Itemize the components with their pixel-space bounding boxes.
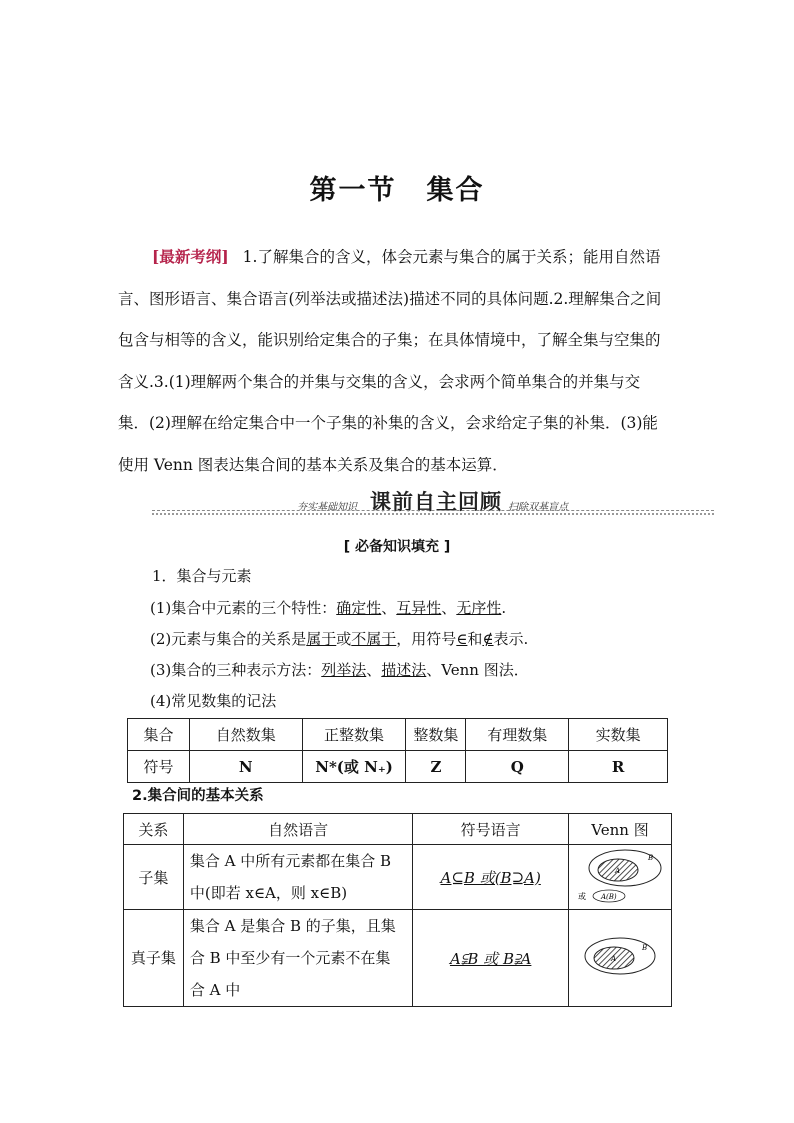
table-cell: Z <box>406 751 466 783</box>
table-cell: 符号 <box>128 751 190 783</box>
answer-roster: 列举法 <box>321 661 367 679</box>
table-cell: N*(或 N₊) <box>302 751 406 783</box>
natural-language-cell <box>183 845 412 910</box>
alternative-label: 或 <box>578 892 586 901</box>
banner-divider <box>152 510 714 511</box>
syllabus-line-6: 使用 Venn 图表达集合间的基本关系及集合的基本运算． <box>118 455 508 474</box>
number-sets-table <box>127 718 668 783</box>
table-row <box>124 910 672 1007</box>
syllabus-line-5: 集．(2)理解在给定集合中一个子集的补集的含义，会求给定子集的补集．(3)能 <box>118 414 658 432</box>
item-1-prefix: (1)集合中元素的三个特性： <box>150 599 337 617</box>
table-cell: N <box>189 751 302 783</box>
separator: 、 <box>381 599 397 617</box>
item-2 <box>150 628 528 649</box>
table-row <box>128 751 668 783</box>
symbol-not-in: ∉ <box>482 630 494 648</box>
item-1 <box>150 597 506 618</box>
banner-main-text: 课前自主回顾 <box>370 490 502 514</box>
banner-right-text: 扫除双基盲点 <box>508 502 568 513</box>
syllabus-line-1 <box>118 236 674 279</box>
table-cell: R <box>569 751 668 783</box>
natural-language-line: 中(即若 x∈A，则 x∈B) <box>189 884 348 902</box>
table-header-row <box>124 814 672 845</box>
relation-name: 子集 <box>124 845 184 910</box>
outer-set-label: B <box>648 854 654 862</box>
natural-language-line: 集合 A 是集合 B 的子集，且集 <box>189 917 396 935</box>
table-cell: 自然语言 <box>183 814 412 845</box>
table-row <box>124 845 672 910</box>
answer-determinacy: 确定性 <box>336 599 382 617</box>
outer-set-label: B <box>642 944 648 952</box>
natural-language-cell <box>183 910 412 1007</box>
syllabus-line-2: 言、图形语言、集合语言(列举法或描述法)描述不同的具体问题.2.理解集合之间 <box>118 289 662 308</box>
table-cell: Q <box>466 751 569 783</box>
answer-description: 描述法 <box>381 661 427 679</box>
table-cell: 实数集 <box>569 719 668 751</box>
subsection-2-title: 2.集合间的基本关系 <box>132 788 264 804</box>
answer-unorderedness: 无序性 <box>456 599 502 617</box>
subset-venn-diagram <box>575 846 665 904</box>
separator: 、 <box>441 599 457 617</box>
symbol-language: A⊆B 或(B⊇A) <box>413 845 569 910</box>
answer-belongs: 属于 <box>306 630 337 648</box>
table-cell: 集合 <box>128 719 190 751</box>
table-header-row <box>128 719 668 751</box>
table-cell: 整数集 <box>406 719 466 751</box>
equal-sets-label: A(B) <box>601 893 617 901</box>
item-2-or: 或 <box>336 630 352 648</box>
syllabus-line-3: 包含与相等的含义，能识别给定集合的子集；在具体情境中，了解全集与空集的 <box>118 331 661 349</box>
title-part-1: 第一节 <box>309 175 397 206</box>
table-cell: 自然数集 <box>189 719 302 751</box>
subsection-1-title: 1．集合与元素 <box>152 567 252 585</box>
inner-set-label: A <box>611 955 617 963</box>
natural-language-line: 合 A 中 <box>189 981 241 999</box>
answer-not-belongs: 不属于 <box>351 630 397 648</box>
banner-divider-dotted <box>152 513 714 515</box>
syllabus-tag: [最新考纲] <box>152 247 229 266</box>
table-cell: 符号语言 <box>413 814 569 845</box>
relation-name: 真子集 <box>124 910 184 1007</box>
symbol-in: ∈ <box>456 630 468 648</box>
banner-left-text: 夯实基础知识 <box>297 502 357 513</box>
set-relations-table <box>123 813 672 1007</box>
page-title <box>0 168 794 207</box>
natural-language-line: 合 B 中至少有一个元素不在集 <box>189 949 391 967</box>
natural-language-line: 集合 A 中所有元素都在集合 B <box>189 852 392 870</box>
section-banner <box>152 484 714 518</box>
symbol-language: A⫋B 或 B⫌A <box>413 910 569 1007</box>
item-2-prefix: (2)元素与集合的关系是 <box>150 630 307 648</box>
venn-diagram-cell <box>569 845 672 910</box>
table-cell: 有理数集 <box>466 719 569 751</box>
item-3-end: 、Venn 图法． <box>426 661 529 679</box>
item-2-end: 表示. <box>493 630 529 648</box>
item-2-symbol-text: ，用符号 <box>396 630 457 648</box>
venn-diagram-cell <box>569 910 672 1007</box>
table-cell: 正整数集 <box>302 719 406 751</box>
separator: 、 <box>366 661 382 679</box>
item-2-and: 和 <box>467 630 483 648</box>
table-cell: Venn 图 <box>569 814 672 845</box>
proper-subset-venn-diagram <box>580 932 660 980</box>
inner-set-label: A <box>615 867 621 875</box>
syllabus-line-4: 含义.3.(1)理解两个集合的并集与交集的含义，会求两个简单集合的并集与交 <box>118 372 641 391</box>
title-part-2: 集合 <box>426 175 485 206</box>
item-4: (4)常见数集的记法 <box>150 692 277 710</box>
section-heading: [ 必备知识填充 ] <box>343 539 451 555</box>
answer-distinctness: 互异性 <box>396 599 442 617</box>
item-3-prefix: (3)集合的三种表示方法： <box>150 661 322 679</box>
syllabus-paragraph <box>118 236 674 486</box>
table-cell: 关系 <box>124 814 184 845</box>
syllabus-text-1: 1.了解集合的含义，体会元素与集合的属于关系；能用自然语 <box>242 248 661 266</box>
item-1-end: . <box>501 599 507 617</box>
item-3 <box>150 659 529 680</box>
